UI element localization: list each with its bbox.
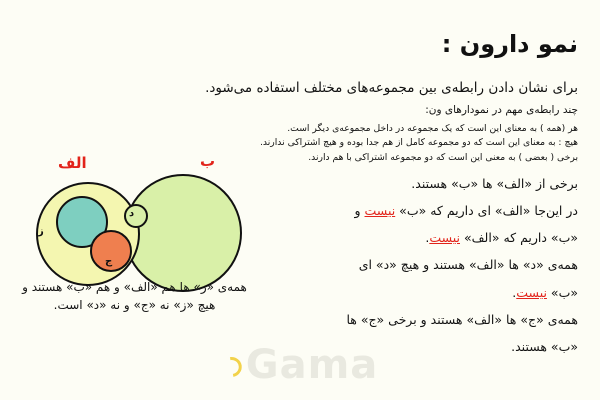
statement-row (218, 284, 578, 302)
venn-label-d: د (129, 208, 135, 219)
statement-row (218, 202, 578, 220)
statement-row (218, 229, 578, 247)
statement-text: برخی از «الف» ها «ب» هستند. (411, 176, 578, 191)
statement-text: . (512, 284, 517, 300)
statement-text: . (425, 230, 430, 246)
venn-circle-b (124, 174, 242, 292)
subheading-text: چند رابطه‌ی مهم در نمودارهای ون: (425, 104, 578, 116)
venn-circle-d (124, 204, 148, 228)
negation-highlight: نیست (516, 284, 547, 300)
watermark-text: Gama (245, 342, 379, 388)
statement-row (218, 311, 578, 329)
statement-text: «ب» هستند. (511, 338, 578, 354)
negation-highlight: نیست (364, 203, 396, 219)
definition-item: هیچ : به معنای این است که دو مجموعه کامل از هم جدا بوده و هیچ اشتراکی ندارند. (259, 137, 578, 149)
definition-item: برخی ( بعضی ) به معنی این است که دو مجموعه اشتراکی با هم دارند. (308, 151, 578, 163)
watermark-arc-icon (218, 353, 246, 381)
intro-text: برای نشان دادن رابطه‌ی بین مجموعه‌های مختلف استفاده می‌شود. (205, 80, 578, 96)
venn-label-j: ج (105, 256, 113, 267)
statement-text: «ب» (546, 284, 578, 300)
page-title: نمو دارون : (441, 30, 578, 58)
diagram-caption: همه‌ی «ز» ها هم «الف» و هم «ب» هستند و هیچ «ز» نه «ج» و نه «د» است. (22, 280, 247, 312)
definition-item: هر (همه ) به معنای این است که یک مجموعه در داخل مجموعه‌ی دیگر است. (287, 123, 578, 134)
venn-label-alef: الف (58, 154, 87, 172)
statement-text: و (354, 203, 365, 219)
statement-text: همه‌ی «ج» ها «الف» هستند و برخی «ج» ها (346, 311, 578, 327)
statement-text: در این‌جا «الف» ای داریم که «ب» (395, 203, 578, 219)
definitions-list (178, 122, 578, 165)
negation-highlight: نیست (429, 230, 460, 246)
statement-text: «ب» داریم که «الف» (460, 230, 578, 246)
statements-list (218, 175, 578, 365)
venn-label-b: ب (200, 152, 216, 170)
statement-row (218, 175, 578, 193)
venn-label-z: ز (38, 226, 44, 237)
watermark (222, 342, 379, 388)
statement-row (218, 256, 578, 274)
statement-text: همه‌ی «د» ها «الف» هستند و هیچ «د» ای (358, 257, 578, 273)
